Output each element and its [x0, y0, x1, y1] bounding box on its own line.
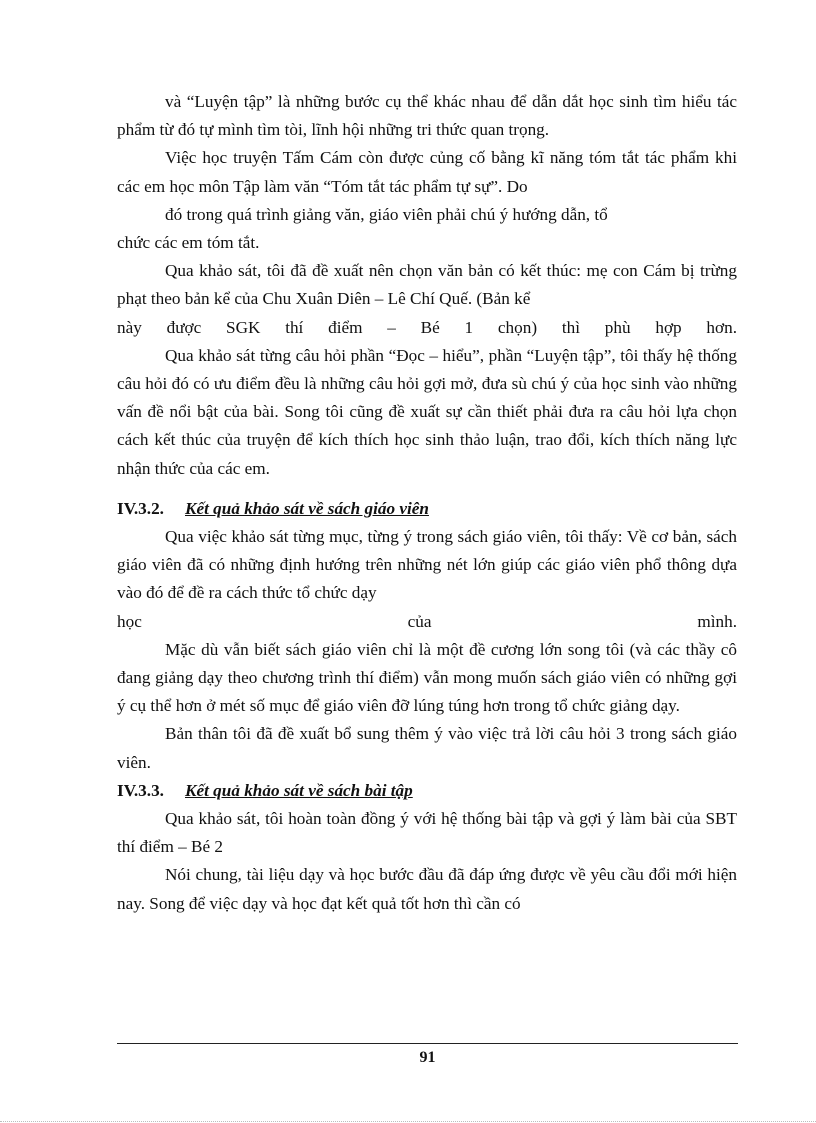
paragraph-de-xuat-cau-hoi: Bản thân tôi đã đề xuất bổ sung thêm ý vào việc trả lời câu hỏi 3 trong sách giáo viên.: [117, 724, 737, 772]
section-heading-sach-giao-vien: [117, 495, 737, 523]
paragraph-tom-tat-end: chức các em tóm tắt.: [117, 233, 260, 253]
page-number: 91: [419, 1049, 436, 1066]
section-title: Kết quả khảo sát về sách bài tập: [185, 780, 413, 800]
paragraph-sach-bai-tap: Qua khảo sát, tôi hoàn toàn đồng ý với hệ thống bài tập và gợi ý làm bài của SBT thí điểm – Bé 2: [117, 809, 737, 857]
paragraph-de-cuong: Mặc dù vẫn biết sách giáo viên chỉ là một đề cương lớn song tôi (và các thầy cô đang giảng dạy theo chương trình thí điểm) vẫn mong muốn sách giáo viên có những gợi ý cụ thể hơn ở mét số mục để giáo viên đỡ lúng túng hơn trong tổ chức giảng dạy.: [117, 639, 737, 716]
paragraph-luyen-tap: và “Luyện tập” là những bước cụ thể khác nhau để dẫn dắt học sinh tìm hiểu tác phẩm từ đó tự mình tìm tòi, lĩnh hội những tri thức quan trọng.: [117, 92, 737, 140]
section-number: IV.3.3.: [117, 780, 164, 800]
paragraph-sach-giao-vien: Qua việc khảo sát từng mục, từng ý trong sách giáo viên, tôi thấy: Về cơ bản, sách giáo viên đã có những định hướng trên những nét lớn giúp các giáo viên phổ thông dựa vào đó để đề ra cách thức tổ chức dạy: [117, 527, 737, 603]
paragraph-de-xuat-van-ban: Qua khảo sát, tôi đã đề xuất nên chọn văn bản có kết thúc: mẹ con Cám bị trừng phạt theo bản kể của Chu Xuân Diên – Lê Chí Quế. (Bản kể: [117, 261, 737, 309]
section-spacer: [117, 483, 737, 495]
section-title: Kết quả khảo sát về sách giáo viên: [185, 498, 429, 518]
paragraph-de-xuat-van-ban-end: này được SGK thí điểm – Bé 1 chọn) thì phù hợp hơn.: [117, 317, 737, 337]
paragraph-tom-tat: Việc học truyện Tấm Cám còn được củng cố bằng kĩ năng tóm tắt tác phẩm khi các em học môn Tập làm văn “Tóm tắt tác phẩm tự sự”. Do: [117, 148, 737, 196]
document-body: [117, 88, 737, 918]
section-heading-sach-bai-tap: [117, 777, 737, 805]
footer-divider: [117, 1043, 738, 1044]
paragraph-cau-hoi: Qua khảo sát từng câu hỏi phần “Đọc – hiểu”, phần “Luyện tập”, tôi thấy hệ thống câu hỏi đó có ưu điểm đều là những câu hỏi gợi mở, đưa sù chú ý của học sinh vào những vấn đề nổi bật của bài. Song tôi cũng đề xuất sự cần thiết phải đưa ra câu hỏi lựa chọn cách kết thúc của truyện để kích thích học sinh thảo luận, trao đổi, kích thích năng lực nhận thức của các em.: [117, 345, 737, 478]
section-number: IV.3.2.: [117, 498, 164, 518]
paragraph-ket-luan: Nói chung, tài liệu dạy và học bước đầu đã đáp ứng được về yêu cầu đổi mới hiện nay. Song để việc dạy và học đạt kết quả tốt hơn thì cần có: [117, 865, 737, 913]
paragraph-sach-giao-vien-end: học của mình.: [117, 611, 737, 631]
page-bottom-border: [0, 1121, 816, 1122]
paragraph-tom-tat-continued: đó trong quá trình giảng văn, giáo viên phải chú ý hướng dẫn, tổ: [165, 204, 608, 224]
